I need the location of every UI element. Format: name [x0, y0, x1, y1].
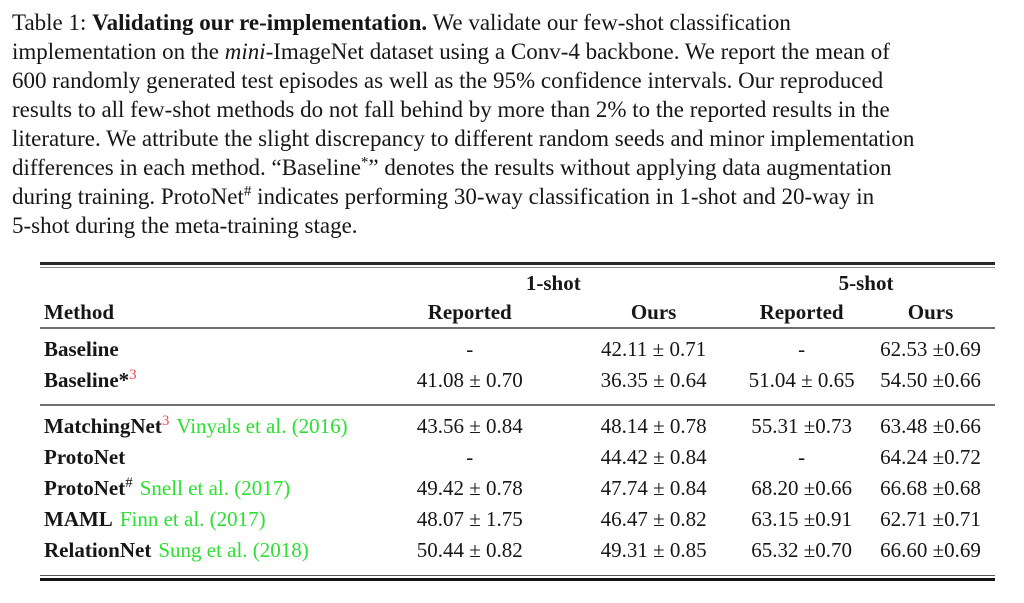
method-name: RelationNet	[44, 538, 152, 562]
ours-1shot-value: 49.31 ± 0.85	[600, 538, 707, 562]
reported-1shot-value: 43.56 ± 0.84	[416, 414, 523, 438]
hash-superscript: #	[243, 183, 252, 200]
caption-table-label: Table 1:	[12, 10, 93, 35]
caption-line: literature. We attribute the slight discrepancy to different random seeds and minor implementation	[12, 126, 915, 151]
reported-1shot-value: 48.07 ± 1.75	[416, 507, 523, 531]
method-cell	[40, 365, 369, 396]
column-group-header-row	[40, 268, 995, 297]
baseline-group	[40, 329, 995, 404]
ours-5shot-value: 54.50 ±0.66	[880, 368, 981, 392]
method-name: ProtoNet	[44, 476, 126, 500]
header-ours-1shot: Ours	[630, 300, 677, 324]
results-table	[40, 262, 995, 581]
footnote-marker[interactable]: 3	[161, 413, 170, 429]
method-cell	[40, 535, 369, 566]
method-name: Baseline*	[44, 368, 130, 392]
meta-methods-group	[40, 406, 995, 575]
ours-5shot-value: 63.48 ±0.66	[880, 414, 981, 438]
ours-5shot-value: 62.71 ±0.71	[880, 507, 981, 531]
reported-1shot-value: 41.08 ± 0.70	[416, 368, 523, 392]
method-name: Baseline	[44, 337, 119, 361]
reported-1shot-value: 50.44 ± 0.82	[416, 538, 523, 562]
hash-marker: #	[125, 475, 133, 491]
method-cell	[40, 473, 369, 504]
header-reported-5shot: Reported	[759, 300, 844, 324]
reported-5shot-value: -	[798, 445, 806, 469]
method-cell	[40, 442, 369, 473]
reported-5shot-value: -	[798, 337, 806, 361]
table-bottom-rule	[40, 575, 995, 581]
citation-link[interactable]: Snell et al. (2017)	[139, 476, 291, 500]
method-name: ProtoNet	[44, 445, 126, 469]
table-row	[40, 442, 995, 473]
ours-5shot-value: 64.24 ±0.72	[880, 445, 981, 469]
table-caption	[12, 8, 1016, 240]
citation-link[interactable]: Vinyals et al. (2016)	[176, 414, 348, 438]
ours-1shot-value: 48.14 ± 0.78	[600, 414, 707, 438]
reported-5shot-value: 51.04 ± 0.65	[748, 368, 855, 392]
table-row	[40, 535, 995, 566]
ours-5shot-value: 66.60 ±0.69	[880, 538, 981, 562]
caption-line: implementation on the mini-ImageNet dataset using a Conv-4 backbone. We report the mean of	[12, 39, 890, 64]
caption-line: 600 randomly generated test episodes as well as the 95% confidence intervals. Our reproduced	[12, 68, 884, 93]
table-row	[40, 365, 995, 396]
caption-line: 5-shot during the meta-training stage.	[12, 213, 358, 238]
method-name: MatchingNet	[44, 414, 162, 438]
table-row	[40, 504, 995, 535]
caption-line: Table 1: Validating our re-implementation. We validate our few-shot classification	[12, 10, 791, 35]
group-header-1shot: 1-shot	[525, 271, 581, 295]
table-row	[40, 473, 995, 504]
ours-5shot-value: 62.53 ±0.69	[880, 337, 981, 361]
ours-1shot-value: 36.35 ± 0.64	[600, 368, 707, 392]
table-row	[40, 334, 995, 365]
ours-1shot-value: 44.42 ± 0.84	[600, 445, 707, 469]
ours-1shot-value: 46.47 ± 0.82	[600, 507, 707, 531]
reported-1shot-value: 49.42 ± 0.78	[416, 476, 523, 500]
citation-link[interactable]: Sung et al. (2018)	[158, 538, 309, 562]
reported-5shot-value: 63.15 ±0.91	[751, 507, 852, 531]
header-method: Method	[44, 300, 114, 324]
ours-1shot-value: 42.11 ± 0.71	[600, 337, 707, 361]
reported-1shot-value: -	[466, 445, 474, 469]
asterisk-superscript: *	[360, 154, 369, 171]
reported-5shot-value: 65.32 ±0.70	[751, 538, 852, 562]
ours-5shot-value: 66.68 ±0.68	[880, 476, 981, 500]
reported-5shot-value: 68.20 ±0.66	[751, 476, 852, 500]
method-cell	[40, 334, 369, 365]
caption-line: results to all few-shot methods do not fall behind by more than 2% to the reported results in the	[12, 97, 890, 122]
caption-line: differences in each method. “Baseline*” denotes the results without applying data augmentation	[12, 154, 892, 180]
method-cell	[40, 411, 369, 442]
caption-line: during training. ProtoNet# indicates performing 30-way classification in 1-shot and 20-way in	[12, 183, 875, 209]
method-name: MAML	[44, 507, 113, 531]
header-reported-1shot: Reported	[427, 300, 512, 324]
table-row	[40, 411, 995, 442]
group-header-5shot: 5-shot	[838, 271, 894, 295]
column-header-row	[40, 297, 995, 327]
header-ours-5shot: Ours	[907, 300, 954, 324]
reported-1shot-value: -	[466, 337, 474, 361]
ours-1shot-value: 47.74 ± 0.84	[600, 476, 707, 500]
dataset-name-italic: mini	[224, 39, 266, 64]
reported-5shot-value: 55.31 ±0.73	[751, 414, 852, 438]
method-cell	[40, 504, 369, 535]
footnote-marker[interactable]: 3	[129, 367, 137, 383]
citation-link[interactable]: Finn et al. (2017)	[119, 507, 266, 531]
caption-title: Validating our re-implementation.	[92, 10, 428, 35]
